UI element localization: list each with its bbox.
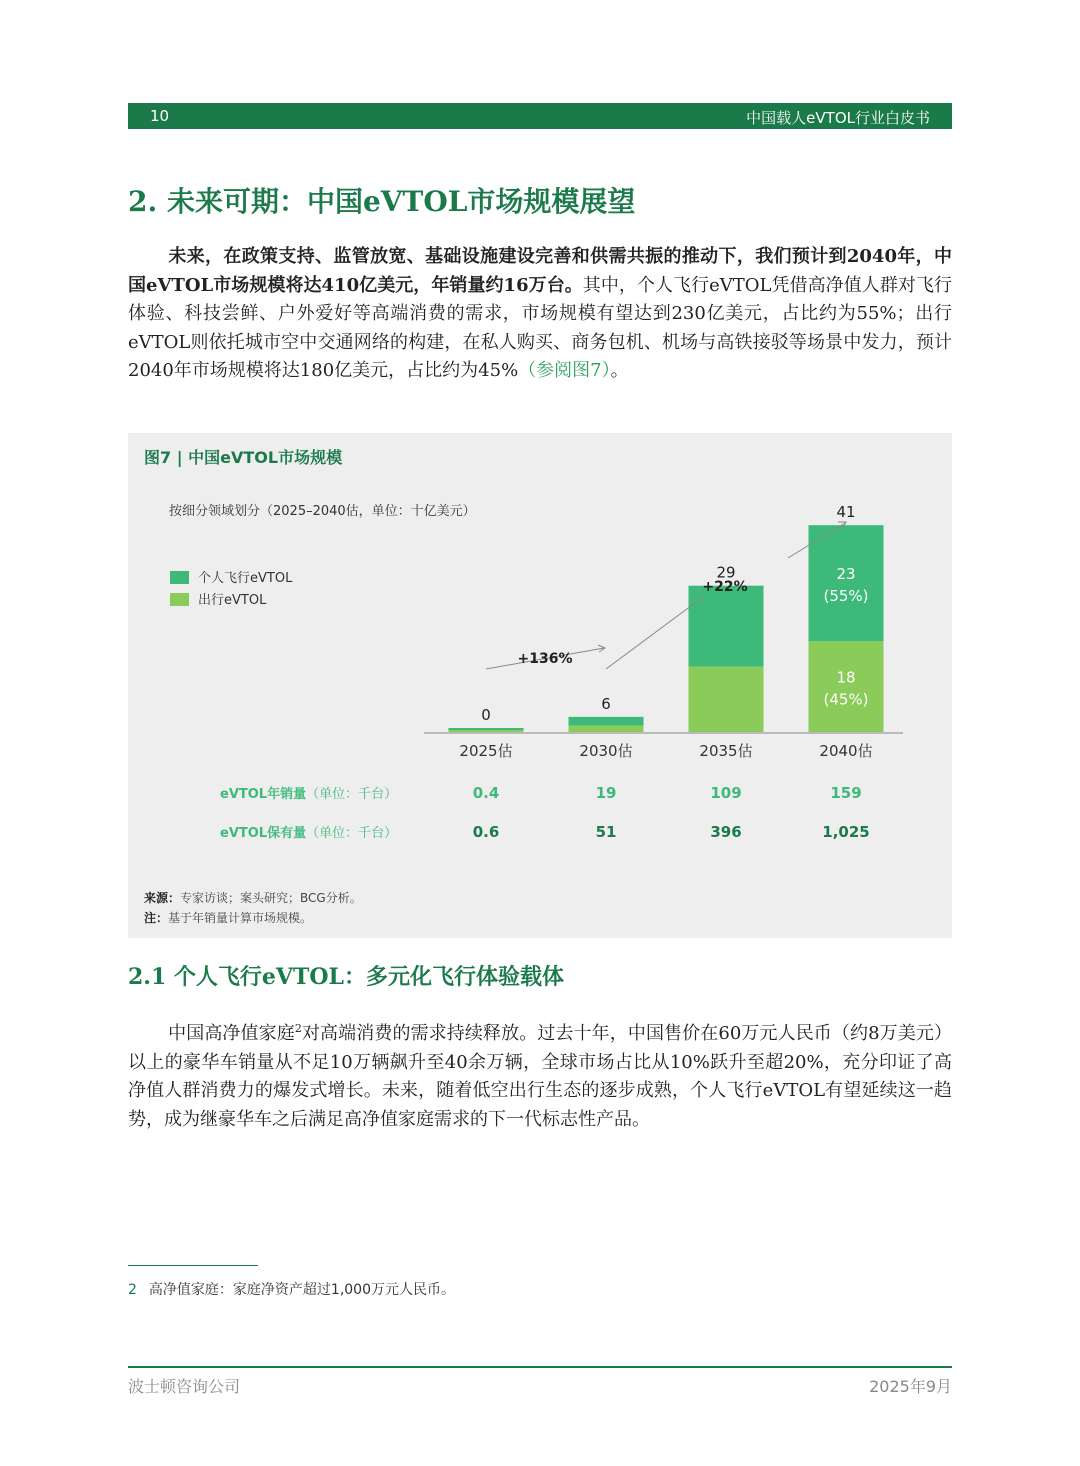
footnote-ref[interactable]: 2 <box>294 1022 302 1035</box>
footer-date: 2025年9月 <box>869 1377 952 1396</box>
total-label-3: 41 <box>836 503 856 522</box>
segment-value-mobility: 18 <box>836 668 856 687</box>
table-cell-1-3: 1,025 <box>822 823 870 841</box>
bar-personal-0 <box>449 728 524 730</box>
figure-title: 图7 | 中国eVTOL市场规模 <box>144 448 343 467</box>
footer-company: 波士顿咨询公司 <box>128 1377 241 1396</box>
figure-note: 注：基于年销量计算市场规模。 <box>144 911 313 925</box>
intro-normal-text: 其中，个人飞行eVTOL凭借高净值人群对飞行体验、科技尝鲜、户外爱好等高端消费的需求，市场规模有望达到230亿美元，占比约为55%；出行eVTOL则依托城市空中交通网络的构建，在私人购买、商务包机、机场与高铁接驳等场景中发力，预计2040年市场规模将达180亿美元，占比约为45% <box>128 274 952 381</box>
figure-7 <box>128 433 952 938</box>
document-title: 中国载人eVTOL行业白皮书 <box>746 109 930 127</box>
category-label-3: 2040估 <box>819 742 873 760</box>
table-row-label-0: eVTOL年销量（单位：千台） <box>220 787 398 802</box>
intro-end-text: 。 <box>610 360 629 381</box>
table-cell-0-1: 19 <box>595 784 617 802</box>
section-title: 2. 未来可期：中国eVTOL市场规模展望 <box>128 185 636 218</box>
intro-paragraph <box>128 243 952 386</box>
growth-label-1: +136% <box>517 651 573 667</box>
category-label-2: 2035估 <box>699 742 753 760</box>
category-label-1: 2030估 <box>579 742 633 760</box>
figure-subtitle: 按细分领域划分（2025–2040估，单位：十亿美元） <box>169 504 476 519</box>
paragraph-2: 中国高净值家庭$^2$对高端消费的需求持续释放。过去十年，中国售价在60万元人民币（约8万美元）以上的豪华车销量从不足10万辆飙升至40余万辆，全球市场占比从10%跃升至超20%，充分印证了高净值人群消费力的爆发式增长。未来，随着低空出行生态的逐步成熟，个人飞行eVTOL有望延续这一趋势，成为继豪华车之后满足高净值家庭需求的下一代标志性产品。 <box>128 1022 952 1130</box>
total-label-2: 29 <box>716 563 736 582</box>
bar-personal-1 <box>569 717 644 726</box>
bar-mobility-2 <box>689 666 764 732</box>
page-number: 10 <box>150 107 170 125</box>
segment-value-personal: 23 <box>836 565 856 584</box>
table-cell-0-3: 159 <box>830 784 862 802</box>
footnote-text: 高净值家庭：家庭净资产超过1,000万元人民币。 <box>148 1282 455 1298</box>
table-cell-0-0: 0.4 <box>472 784 500 802</box>
footnote-divider <box>128 1265 258 1266</box>
table-cell-1-1: 51 <box>595 823 617 841</box>
table-cell-0-2: 109 <box>710 784 742 802</box>
bar-mobility-0 <box>449 730 524 732</box>
page-header <box>128 103 952 129</box>
footnote-number: 2 <box>128 1282 137 1298</box>
bar-personal-2 <box>689 586 764 667</box>
table-cell-1-0: 0.6 <box>472 823 500 841</box>
footnote <box>128 1279 455 1299</box>
legend-label-mobility: 出行eVTOL <box>198 593 267 608</box>
subsection-title: 2.1 个人飞行eVTOL：多元化飞行体验载体 <box>128 964 565 990</box>
table-cell-1-2: 396 <box>710 823 742 841</box>
total-label-1: 6 <box>601 694 611 713</box>
figure-source: 来源：专家访谈；案头研究；BCG分析。 <box>144 891 362 905</box>
table-row-label-1: eVTOL保有量（单位：千台） <box>220 826 398 841</box>
footer-divider <box>128 1366 952 1368</box>
market-size-chart <box>128 433 952 938</box>
segment-share-mobility: (45%) <box>823 690 869 709</box>
total-label-0: 0 <box>481 706 491 724</box>
segment-share-personal: (55%) <box>823 587 869 606</box>
growth-arrow-2a <box>606 597 703 669</box>
growth-label-2: +22% <box>702 579 748 595</box>
figure-reference-link[interactable]: （参阅图7） <box>518 360 611 381</box>
intro-bold-text: 未来，在政策支持、监管放宽、基础设施建设完善和供需共振的推动下，我们预计到2040年，中国eVTOL市场规模将达410亿美元，年销量约16万台。 <box>128 246 952 296</box>
bar-mobility-1 <box>569 725 644 732</box>
legend-label-personal: 个人飞行eVTOL <box>198 571 293 586</box>
category-label-0: 2025估 <box>459 742 513 760</box>
